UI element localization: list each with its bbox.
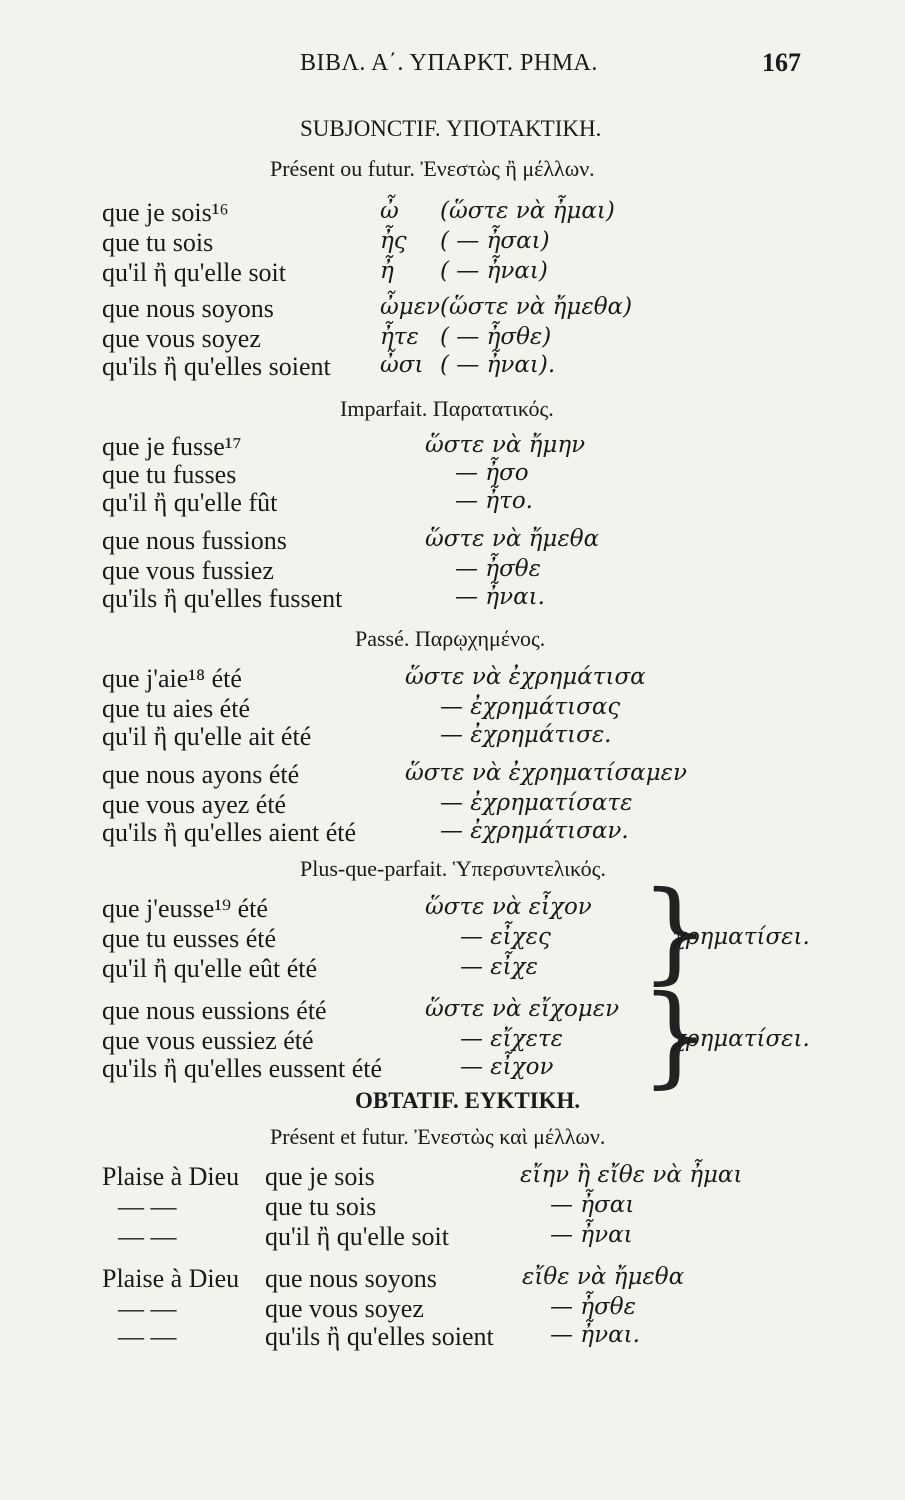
table-row-fr: qu'il ἢ qu'elle eût été — [102, 954, 318, 983]
table-row-fr: qu'il ἢ qu'elle soit — [102, 258, 287, 287]
table-row-fr: que tu sois — [102, 228, 214, 257]
right-brace-2: } — [640, 971, 710, 1099]
table-row-fr: qu'il ἢ qu'elle soit — [265, 1222, 450, 1251]
running-head: ΒΙΒΛ. Α΄. ΥΠΑΡΚΤ. ΡΗΜΑ. — [300, 50, 598, 76]
table-row-gr: ἦτε — [380, 324, 419, 350]
table-row-gr: ( — ἦσαι) — [440, 228, 550, 254]
table-row-gr: — εἶχες — [460, 924, 551, 950]
table-row-gr: εἴθε νὰ ἤμεθα — [522, 1264, 685, 1290]
table-row-gr: — ἦναι. — [550, 1322, 640, 1348]
tense-title-present: Présent ou futur. Ἐνεστὼς ἢ μέλλων. — [270, 156, 595, 181]
table-row-fr: que nous fussions — [102, 526, 287, 555]
table-row-gr: — ἦτο. — [455, 488, 533, 514]
table-row-fr: qu'ils ἢ qu'elles aient été — [102, 818, 357, 847]
table-row-gr: ὥστε νὰ εἴχομεν — [425, 996, 620, 1022]
table-row-gr: — ἐχρημάτισε. — [440, 722, 612, 748]
table-row-fr: que vous ayez été — [102, 790, 287, 819]
table-row-fr: que vous fussiez — [102, 556, 274, 585]
table-row-fr: que nous ayons été — [102, 760, 300, 789]
tense-title-past: Passé. Παρῳχημένος. — [355, 626, 546, 651]
table-row-gr: ( — ἦναι) — [440, 258, 548, 284]
table-row-gr: — ἐχρηματίσατε — [440, 790, 633, 816]
table-row-gr: ( — ἦσθε) — [440, 324, 552, 350]
table-row-fr: qu'ils ἢ qu'elles fussent — [102, 584, 343, 613]
table-row-gr: — ἐχρημάτισας — [440, 694, 621, 720]
table-row-gr: ὥστε νὰ ἐχρηματίσαμεν — [405, 760, 687, 786]
table-row-fr: qu'ils ἢ qu'elles soient — [265, 1322, 494, 1351]
table-row-fr: qu'il ἢ qu'elle ait été — [102, 722, 312, 751]
table-row-gr: ἦ — [380, 258, 394, 284]
table-row-lead: — — — [118, 1222, 177, 1251]
brace-word-2: χρηματίσει. — [672, 1026, 810, 1052]
table-row-gr: ὥστε νὰ ἤμεθα — [425, 526, 600, 552]
table-row-fr: que vous soyez — [102, 324, 261, 353]
table-row-gr: ὥστε νὰ ἤμην — [425, 432, 586, 458]
table-row-fr: que nous soyons — [102, 294, 274, 323]
table-row-gr: ὥστε νὰ ἐχρημάτισα — [405, 664, 646, 690]
table-row-gr: ὥστε νὰ εἶχον — [425, 894, 592, 920]
table-row-gr: — ἦσθε — [455, 556, 541, 582]
table-row-fr: qu'ils ἢ qu'elles eussent été — [102, 1054, 383, 1083]
table-row-fr: que vous eussiez été — [102, 1026, 314, 1055]
table-row-fr: que tu aies été — [102, 694, 250, 723]
table-row-fr: que vous soyez — [265, 1294, 424, 1323]
table-row-fr: que tu fusses — [102, 460, 237, 489]
table-row-gr: — ἐχρημάτισαν. — [440, 818, 629, 844]
page-number: 167 — [762, 48, 801, 77]
tense-title-pluperfect: Plus-que-parfait. Ὑπερσυντελικός. — [300, 856, 606, 881]
table-row-fr: qu'ils ἢ qu'elles soient — [102, 352, 331, 381]
brace-word-1: χρηματίσει. — [672, 924, 810, 950]
table-row-fr: que tu eusses été — [102, 924, 277, 953]
section-title-subjunctive: SUBJONCTIF. ΥΠΟΤΑΚΤΙΚΗ. — [300, 116, 602, 141]
table-row-lead: Plaise à Dieu — [102, 1264, 240, 1293]
table-row-gr: — εἴχετε — [460, 1026, 564, 1052]
tense-title-imperfect: Imparfait. Παρατατικός. — [340, 396, 554, 421]
table-row-lead: — — — [118, 1322, 177, 1351]
table-row-fr: que tu sois — [265, 1192, 377, 1221]
table-row-fr: que je sois — [265, 1162, 375, 1191]
table-row-gr: ὦσι — [380, 352, 424, 378]
table-row-lead: — — — [118, 1192, 177, 1221]
table-row-gr: — εἶχον — [460, 1054, 554, 1080]
table-row-lead: Plaise à Dieu — [102, 1162, 240, 1191]
table-row-fr: que nous eussions été — [102, 996, 327, 1025]
table-row-gr: — ἦσθε — [550, 1294, 636, 1320]
table-row-fr: que nous soyons — [265, 1264, 437, 1293]
table-row-gr: — εἶχε — [460, 954, 538, 980]
table-row-gr: — ἦναι — [550, 1222, 633, 1248]
table-row-gr: εἴην ἢ εἴθε νὰ ἦμαι — [520, 1162, 743, 1188]
table-row-gr: ἦς — [380, 228, 407, 254]
table-row-fr: que j'aie¹⁸ été — [102, 664, 242, 693]
table-row-gr: — ἦσο — [455, 460, 529, 486]
table-row-fr: que je sois¹⁶ — [102, 198, 229, 227]
right-brace-1: } — [640, 867, 710, 995]
table-row-gr: (ὥστε νὰ ἦμαι) — [440, 198, 615, 224]
table-row-gr: ὦ — [380, 198, 399, 224]
table-row-lead: — — — [118, 1294, 177, 1323]
table-row-fr: qu'il ἢ qu'elle fût — [102, 488, 278, 517]
table-row-gr: — ἦσαι — [550, 1192, 635, 1218]
table-row-gr: ὦμεν — [380, 294, 441, 320]
table-row-gr: (ὥστε νὰ ἤμεθα) — [440, 294, 633, 320]
table-row-gr: ( — ἦναι). — [440, 352, 556, 378]
tense-title-optative-present: Présent et futur. Ἐνεστὼς καὶ μέλλων. — [270, 1124, 606, 1149]
table-row-gr: — ἦναι. — [455, 584, 545, 610]
table-row-fr: que je fusse¹⁷ — [102, 432, 242, 461]
table-row-fr: que j'eusse¹⁹ été — [102, 894, 268, 923]
section-title-optative: OBTATIF. ΕΥΚΤΙΚΗ. — [355, 1088, 581, 1113]
